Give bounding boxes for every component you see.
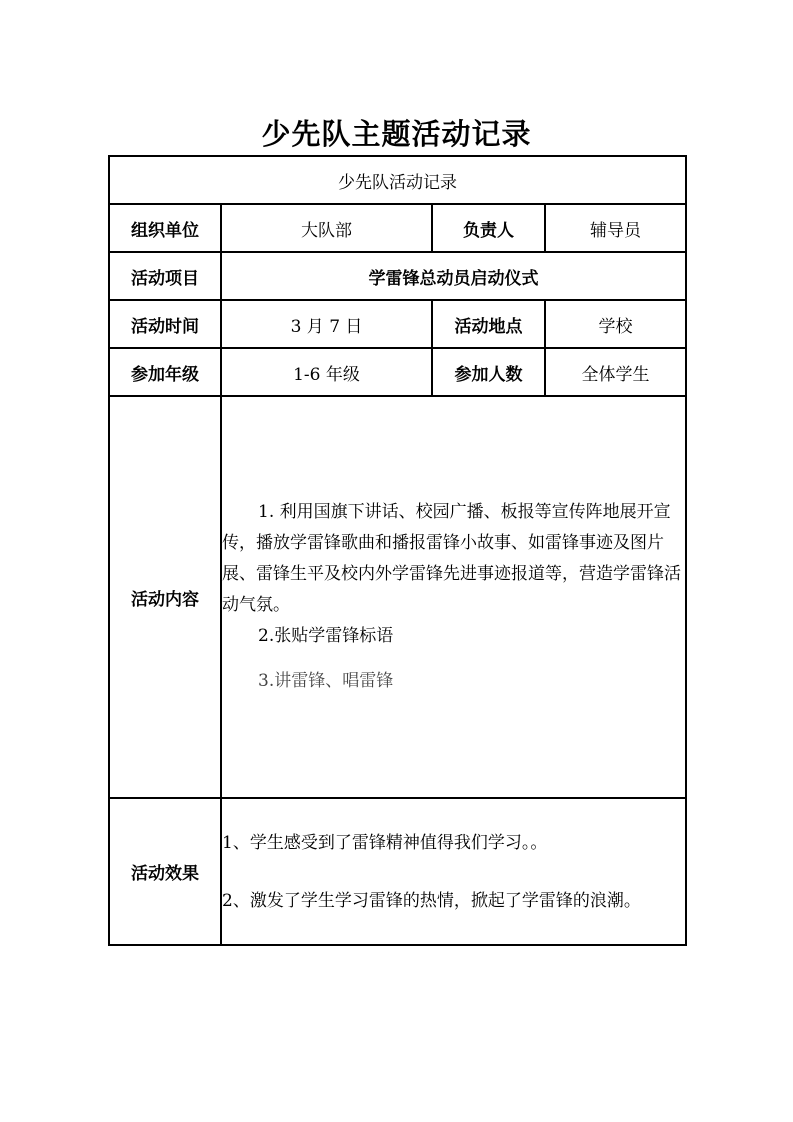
effect-line-1: 1、学生感受到了雷锋精神值得我们学习。。 — [222, 832, 548, 853]
table-row-org — [109, 204, 686, 252]
headcount-value: 全体学生 — [545, 348, 686, 396]
content-label: 活动内容 — [109, 396, 221, 798]
grade-label: 参加年级 — [109, 348, 221, 396]
person-in-charge-label: 负责人 — [432, 204, 545, 252]
time-value: 3 月 7 日 — [221, 300, 432, 348]
effect-label: 活动效果 — [109, 798, 221, 945]
content-paragraph: 1. 利用国旗下讲话、校园广播、板报等宣传阵地展开宣传，播放学雷锋歌曲和播报雷锋小故事、如雷锋事迹及图片展、雷锋生平及校内外学雷锋先进事迹报道等，营造学雷锋活动气氛。 — [222, 502, 681, 615]
table-row-project — [109, 252, 686, 300]
table-row-time — [109, 300, 686, 348]
location-label: 活动地点 — [432, 300, 545, 348]
project-value: 学雷锋总动员启动仪式 — [221, 252, 686, 300]
content-item-2: 2.张贴学雷锋标语 — [258, 626, 394, 646]
table-row-grade — [109, 348, 686, 396]
activity-record-table — [108, 155, 687, 946]
effect-line-2: 2、激发了学生学习雷锋的热情，掀起了学雷锋的浪潮。 — [222, 890, 641, 911]
effect-body — [221, 798, 686, 945]
person-in-charge-value: 辅导员 — [545, 204, 686, 252]
org-unit-value: 大队部 — [221, 204, 432, 252]
content-item-3: 3.讲雷锋、唱雷锋 — [258, 671, 394, 691]
table-row-content — [109, 396, 686, 798]
time-label: 活动时间 — [109, 300, 221, 348]
table-header: 少先队活动记录 — [109, 156, 686, 204]
headcount-label: 参加人数 — [432, 348, 545, 396]
grade-value: 1-6 年级 — [221, 348, 432, 396]
org-unit-label: 组织单位 — [109, 204, 221, 252]
content-body — [221, 396, 686, 798]
location-value: 学校 — [545, 300, 686, 348]
table-row-effect — [109, 798, 686, 945]
document-title: 少先队主题活动记录 — [261, 117, 532, 151]
project-label: 活动项目 — [109, 252, 221, 300]
